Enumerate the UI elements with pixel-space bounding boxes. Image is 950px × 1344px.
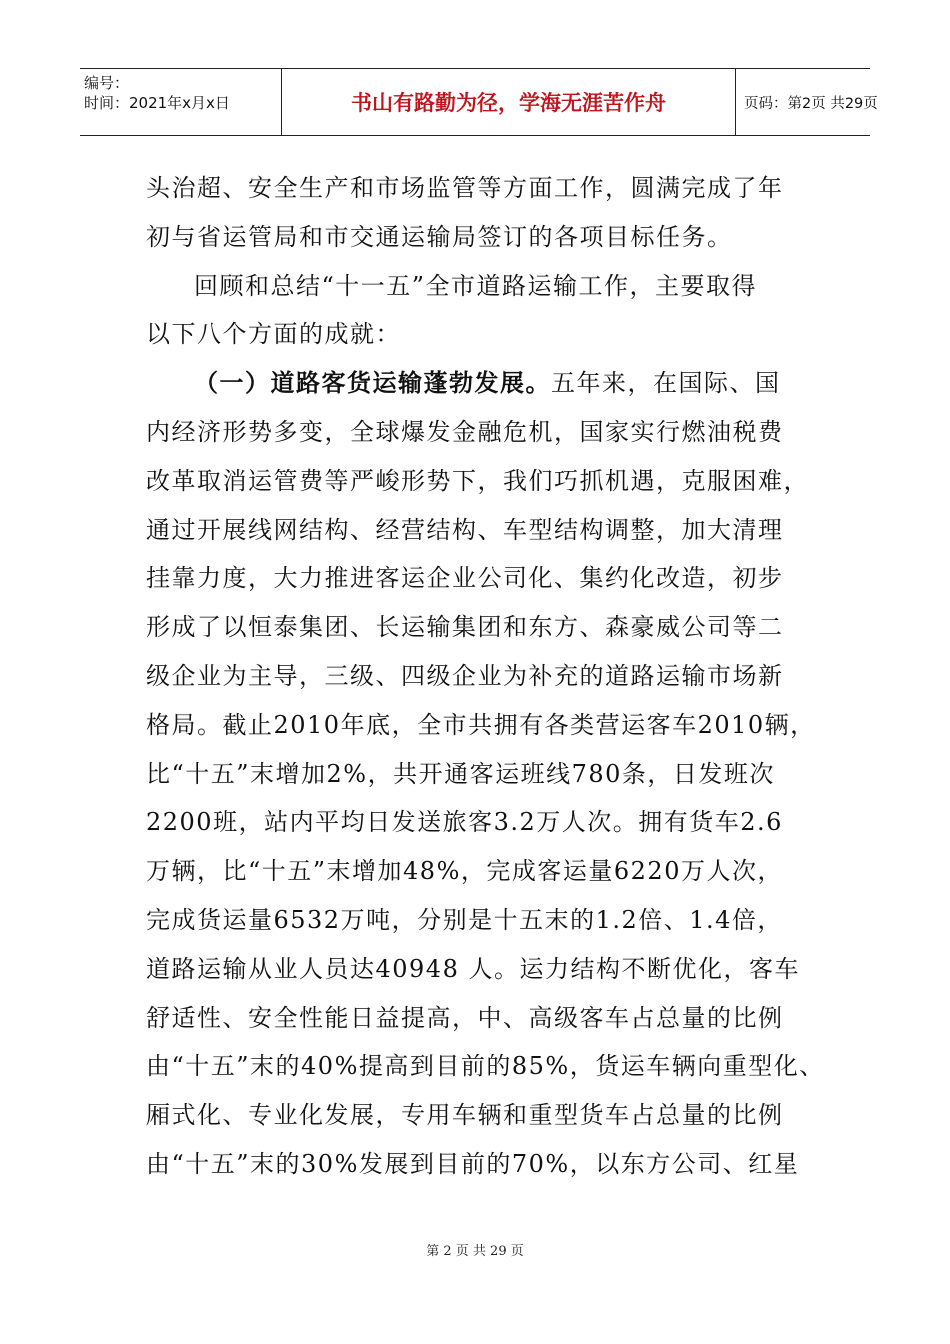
body-line <box>146 359 806 408</box>
body-line-text: 舒适性、安全性能日益提高，中、高级客车占总量的比例 <box>146 1003 784 1032</box>
body-line-text: 改革取消运管费等严峻形势下，我们巧抓机遇，克服困难， <box>146 466 809 495</box>
body-line <box>146 554 806 603</box>
document-time-label: 时间：2021年x月x日 <box>84 94 230 112</box>
body-line-text: 通过开展线网结构、经营结构、车型结构调整，加大清理 <box>146 515 784 544</box>
page-footer: 第 2 页 共 29 页 <box>426 1244 524 1259</box>
body-line-text: 由“十五”末的30%发展到目前的70%，以东方公司、红星 <box>146 1149 800 1178</box>
body-line <box>146 896 806 945</box>
body-line <box>146 1140 806 1189</box>
body-line-text: 2200班，站内平均日发送旅客3.2万人次。拥有货车2.6 <box>146 808 783 837</box>
body-line <box>146 994 806 1043</box>
body-line <box>146 310 806 359</box>
header-meta-cell <box>80 69 282 135</box>
body-line <box>146 1042 825 1091</box>
body-line-text: 级企业为主导，三级、四级企业为补充的道路运输市场新 <box>146 661 784 690</box>
body-line-text: 万辆，比“十五”末增加48%，完成客运量6220万人次， <box>146 857 783 886</box>
body-line-text: 道路运输从业人员达40948 人。运力结构不断优化，客车 <box>146 954 800 983</box>
body-line <box>146 213 806 262</box>
body-line <box>146 262 806 311</box>
section-heading: （一）道路客货运输蓬勃发展。 <box>194 369 551 398</box>
body-line <box>146 1091 806 1140</box>
body-line <box>146 798 806 847</box>
body-line-text: 初与省运管局和市交通运输局签订的各项目标任务。 <box>146 222 733 251</box>
body-line-text: 由“十五”末的40%提高到目前的85%，货运车辆向重型化、 <box>146 1052 825 1081</box>
body-line-text: 以下八个方面的成就： <box>146 320 401 349</box>
body-line-text: 回顾和总结“十一五”全市道路运输工作，主要取得 <box>194 271 758 300</box>
document-body <box>146 164 825 1189</box>
document-number-label: 编号： <box>84 74 130 92</box>
body-line <box>146 506 806 555</box>
body-line <box>146 408 806 457</box>
body-line <box>146 457 809 506</box>
body-line <box>146 847 806 896</box>
body-line <box>146 652 806 701</box>
body-line-text: 挂靠力度，大力推进客运企业公司化、集约化改造，初步 <box>146 564 784 593</box>
body-line-text: 内经济形势多变，全球爆发金融危机，国家实行燃油税费 <box>146 417 784 446</box>
header-motto: 书山有路勤为径，学海无涯苦作舟 <box>282 69 736 135</box>
body-line-text: 形成了以恒泰集团、长运输集团和东方、森豪威公司等二 <box>146 613 784 642</box>
body-line-text: 五年来，在国际、国 <box>551 369 781 398</box>
body-line <box>146 701 816 750</box>
body-line-text: 完成货运量6532万吨，分别是十五末的1.2倍、1.4倍， <box>146 905 783 934</box>
body-line-text: 厢式化、专业化发展，专用车辆和重型货车占总量的比例 <box>146 1101 784 1130</box>
header-page-info: 页码：第2页 共29页 <box>744 95 878 112</box>
body-line <box>146 750 806 799</box>
page-header <box>80 68 878 136</box>
body-line <box>146 603 806 652</box>
body-line-text: 格局。截止2010年底，全市共拥有各类营运客车2010辆， <box>146 710 816 739</box>
body-line <box>146 164 806 213</box>
body-line <box>146 945 806 994</box>
body-line-text: 头治超、安全生产和市场监管等方面工作，圆满完成了年 <box>146 174 784 202</box>
body-line-text: 比“十五”末增加2%，共开通客运班线780条，日发班次 <box>146 759 775 788</box>
